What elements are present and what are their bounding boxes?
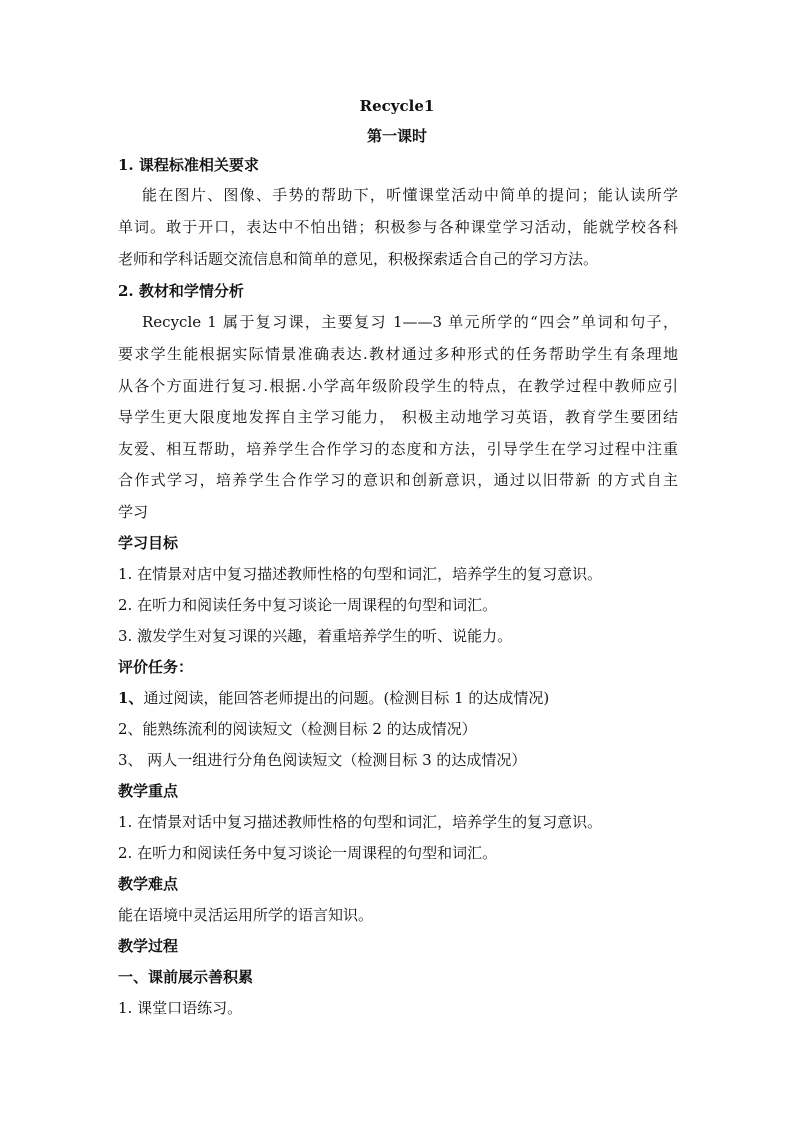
paragraph-line: 老师和学科话题交流信息和简单的意见，积极探索适合自己的学习方法。 <box>118 250 599 268</box>
paragraph-line: 友爱、相互帮助，培养学生合作学习的态度和方法，引导学生在学习过程中注重 <box>118 440 678 458</box>
section-heading-goals: 学习目标 <box>118 534 179 552</box>
section-heading-analysis: 2. 教材和学情分析 <box>118 282 244 300</box>
paragraph-line: 要求学生能根据实际情景准确表达.教材通过多种形式的任务帮助学生有条理地 <box>118 345 678 363</box>
list-item <box>118 688 549 708</box>
paragraph-line: 导学生更大限度地发挥自主学习能力， 积极主动地学习英语，教育学生要团结 <box>118 408 678 426</box>
list-item: 2. 在听力和阅读任务中复习谈论一周课程的句型和词汇。 <box>118 596 498 614</box>
list-item: 1. 在情景对店中复习描述教师性格的句型和词汇，培养学生的复习意识。 <box>118 565 603 583</box>
list-item: 1. 课堂口语练习。 <box>118 999 243 1017</box>
section-heading-curriculum: 1. 课程标准相关要求 <box>118 156 259 174</box>
paragraph-line: 能在图片、图像、手势的帮助下，听懂课堂活动中简单的提问；能认读所学 <box>142 186 678 204</box>
section-heading-key-points: 教学重点 <box>118 782 179 800</box>
section-heading-difficulties: 教学难点 <box>118 875 179 893</box>
list-item: 3、 两人一组进行分角色阅读短文（检测目标 3 的达成情况） <box>118 751 527 769</box>
paragraph-line: Recycle 1 属于复习课，主要复习 1——3 单元所学的“四会”单词和句子， <box>142 313 678 331</box>
paragraph-line: 单词。敢于开口，表达中不怕出错；积极参与各种课堂学习活动，能就学校各科 <box>118 218 678 236</box>
subsection-heading: 一、课前展示善积累 <box>118 968 254 986</box>
paragraph-line: 能在语境中灵活运用所学的语言知识。 <box>118 906 374 924</box>
list-item-text: 通过阅读，能回答老师提出的问题。(检测目标 1 的达成情况) <box>143 689 550 707</box>
document-title: Recycle1 <box>359 97 435 115</box>
paragraph-line: 从各个方面进行复习.根据.小学高年级阶段学生的特点，在教学过程中教师应引 <box>118 377 678 395</box>
document-subtitle: 第一课时 <box>366 127 427 145</box>
section-heading-process: 教学过程 <box>118 937 179 955</box>
list-item-number: 1、 <box>118 689 144 707</box>
section-heading-evaluation: 评价任务： <box>118 658 194 676</box>
paragraph-line: 合作式学习，培养学生合作学习的意识和创新意识，通过以旧带新 的方式自主 <box>118 471 678 489</box>
list-item: 3. 激发学生对复习课的兴趣，着重培养学生的听、说能力。 <box>118 627 513 645</box>
list-item: 2. 在听力和阅读任务中复习谈论一周课程的句型和词汇。 <box>118 844 498 862</box>
list-item: 2、能熟练流利的阅读短文（检测目标 2 的达成情况） <box>118 720 477 738</box>
list-item: 1. 在情景对话中复习描述教师性格的句型和词汇，培养学生的复习意识。 <box>118 813 603 831</box>
paragraph-line: 学习 <box>118 503 149 521</box>
